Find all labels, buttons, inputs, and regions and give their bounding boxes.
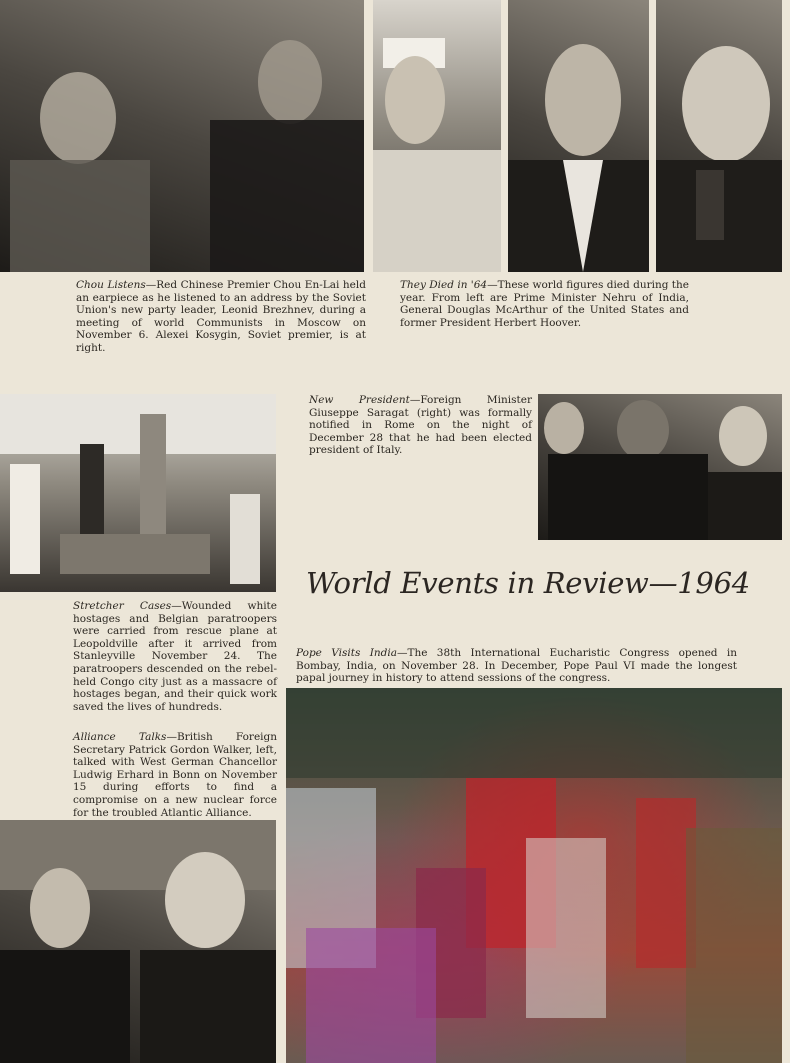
photo-hoover [656,0,782,272]
caption-body: —The 38th International Eucharistic Congress opened in Bombay, India, on November 28. In December, Pope Paul VI made the longest papal journey in history to attend sessions of the congress. [296,647,737,685]
caption-they-died [400,279,689,329]
caption-body: —British Foreign Secretary Patrick Gordon Walker, left, talked with West German Chancellor Ludwig Erhard in Bonn on November 15 during efforts to find a compromise on a new nuclear force for the troubled Atlantic Alliance. [73,731,277,819]
caption-alliance-talks [73,731,277,819]
caption-body: —Red Chinese Premier Chou En-Lai held an earpiece as he listened to an address by the Soviet Union's new party leader, Leonid Brezhnev, during a meeting of world Communists in Moscow on November 6. Alexei Kosygin, Soviet premier, is at right. [76,279,366,354]
caption-chou-listens [76,279,366,355]
caption-new-president [309,394,532,457]
photo-stretcher-cases [0,394,276,592]
caption-body: —These world figures died during the year. From left are Prime Minister Nehru of India, General Douglas McArthur of the United States and former President Herbert Hoover. [400,279,689,329]
caption-stretcher-cases [73,600,277,713]
caption-body: —Foreign Minister Giuseppe Saragat (right) was formally notified in Rome on the night of December 28 that he had been elected president of Italy. [309,394,532,457]
caption-pope-visits-india [296,647,737,685]
photo-saragat [538,394,782,540]
photo-macarthur [508,0,649,272]
page-title: World Events in Review—1964 [306,566,750,600]
caption-body: —Wounded white hostages and Belgian paratroopers were carried from rescue plane at Leopoldville after it arrived from Stanleyville November 24. The paratroopers descended on the rebel-held Congo city just as a massacre of hostages began, and their quick work saved the lives of hundreds. [73,600,277,713]
caption-lead: Pope Visits India [296,647,397,659]
photo-pope-visits-india [286,688,782,1063]
photo-walker-erhard [0,820,276,1063]
caption-lead: They Died in '64 [400,279,488,291]
photo-nehru [373,0,501,272]
caption-lead: Alliance Talks [73,731,167,743]
photo-chou-en-lai-kosygin [0,0,364,272]
caption-lead: Chou Listens [76,279,146,291]
caption-lead: Stretcher Cases [73,600,172,612]
caption-lead: New President [309,394,410,406]
